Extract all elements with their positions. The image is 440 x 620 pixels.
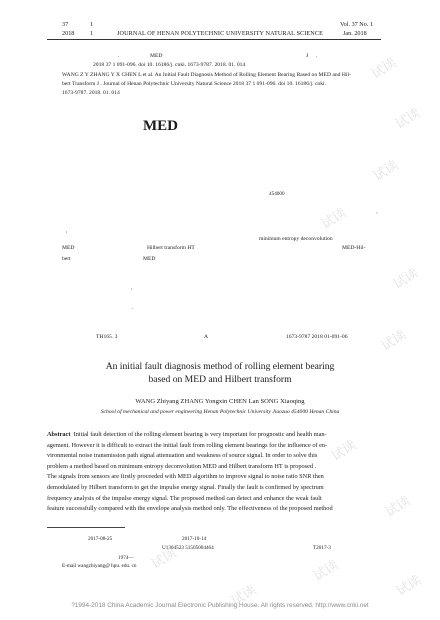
header-rule	[47, 39, 381, 40]
citation-cn-dot: .	[118, 53, 120, 59]
authors-en: WANG Zhiyang ZHANG Yongxin CHEN Lan SONG Xiaoqing	[135, 398, 305, 405]
abstract-cn-comma: ,	[66, 228, 68, 234]
abstract-en-line-6: demodulated by Hilbert transform to get the impulse energy signal. Finally the fault is confirmed by spectrum	[47, 483, 324, 491]
abstract-cn-med: MED	[62, 245, 75, 251]
citation-cn-end: .	[316, 53, 318, 59]
watermark: 试读	[311, 557, 342, 585]
watermark: 试读	[319, 205, 350, 233]
abstract-en-line-1: Abstract Initial fault detection of the rolling element bearing is very important for prognostic and health man-	[47, 431, 327, 438]
abstract-cn-dot2: .	[132, 305, 134, 311]
abstract-cn-med2: MED	[143, 256, 156, 262]
citation-en-line2: bert Transform J . Journal of Henan Polytechnic University Natural Science 2018 37 1 091-096. doi 10. 16186/j. cnki.	[62, 81, 326, 87]
citation-en-line3: 1673-9787. 2018. 01. 014	[62, 90, 120, 96]
citation-en-line1: WANG Z Y ZHANG Y X CHEN L et al. An Initial Fault Diagnosis Method of Rolling Element Bearing Based on MED and Hil-	[62, 72, 351, 78]
header-date-en: Jan. 2018	[343, 30, 367, 37]
paper-title-cn: MED	[143, 118, 178, 134]
abstract-cn-mark: ’	[376, 212, 378, 218]
watermark: 试读	[391, 265, 422, 293]
abstract-en-line-7: frequency analysis of the impulse energy signal. The proposed method can detect and enhance the weak fault	[47, 494, 322, 502]
header-journal-title: JOURNAL OF HENAN POLYTECHNIC UNIVERSITY NATURAL SCIENCE	[117, 30, 323, 37]
footnote-fund-number: U1304523 51505004464	[162, 545, 214, 551]
watermark: 试读	[329, 437, 360, 465]
watermark: 试读	[394, 572, 425, 600]
abstract-cn-term-mde: minimum entropy deconvolution	[259, 236, 333, 242]
abstract-cn-dot: ,	[131, 285, 133, 291]
abstract-cn-med-hil: MED-Hil-	[342, 245, 366, 251]
abstract-label: Abstract	[47, 431, 71, 438]
affiliation-cn-postcode: 454000	[269, 191, 285, 197]
document-code: A	[204, 334, 209, 340]
abstract-en-line-2: agement. However it is difficult to extract the initial fault from rolling element bearings for the influence of en-	[47, 441, 328, 449]
watermark: 试读	[393, 105, 424, 133]
abstract-en-line-8: feature successfully compared with the envelope analysis method only. The effectiveness of the proposed method	[47, 505, 333, 513]
clc-number: TH165. 3	[96, 334, 118, 340]
watermark: 试读	[383, 493, 414, 521]
header-year-cn: 2018	[62, 30, 75, 37]
header-volume-en: Vol. 37 No. 1	[340, 21, 374, 28]
abstract-en-line-4: problem a method based on minimum entropy deconvolution MED and Hilbert transform HT is proposed .	[47, 462, 317, 470]
abstract-cn-bert: bert	[62, 256, 71, 262]
footnote-email: E-mail wangzhiyang@ hpu. edu. cn	[62, 563, 137, 569]
abstract-en-line-5: The signals from sensors are firstly proceeded with MED algorithm to improve signal to noise ratio SNR then	[47, 473, 324, 481]
citation-cn-line2: 2018 37 1 091-096. doi 10. 16186/j. cnki. 1673-9787. 2018. 01. 014	[93, 62, 246, 68]
watermark: 试读	[369, 55, 400, 83]
affiliation-en: School of mechanical and power engineering Henan Polytechnic University Jiaozuo 454000 Henan China	[100, 409, 340, 415]
header-month-cn: 1	[90, 30, 94, 37]
watermark: 试读	[149, 545, 180, 573]
header-volume-cn: 37	[62, 21, 69, 28]
paper-title-en-line1: An initial fault diagnosis method of rolling element bearing	[105, 361, 335, 372]
footnote-fund-code: T2017-3	[313, 545, 331, 551]
article-id: 1673-9787 2018 01-091-06	[286, 334, 348, 340]
abstract-en	[47, 430, 381, 515]
citation-cn-j: J	[306, 53, 309, 59]
watermark: 试读	[229, 582, 260, 610]
citation-cn-med: MED	[150, 53, 163, 59]
header-issue-cn: 1	[90, 21, 94, 28]
footnote-rule	[47, 527, 125, 528]
footnote-received: 2017-08-25	[88, 536, 113, 542]
copyright-notice: ?1994-2018 China Academic Journal Electronic Publishing House. All rights reserved. http://www.cnki.net	[71, 602, 369, 609]
watermark: 试读	[379, 327, 410, 355]
abstract-en-line-3: vironmental noise transmission path signal attenuation and weakness of source signal. In order to solve this	[47, 452, 318, 460]
abstract-cn-hilbert: Hilbert transform HT	[147, 245, 195, 251]
watermark: 试读	[371, 157, 402, 185]
footnote-birth-year: 1974—	[118, 555, 134, 561]
footnote-revised: 2017-10-14	[182, 536, 207, 542]
paper-title-en-line2: based on MED and Hilbert transform	[148, 374, 292, 385]
